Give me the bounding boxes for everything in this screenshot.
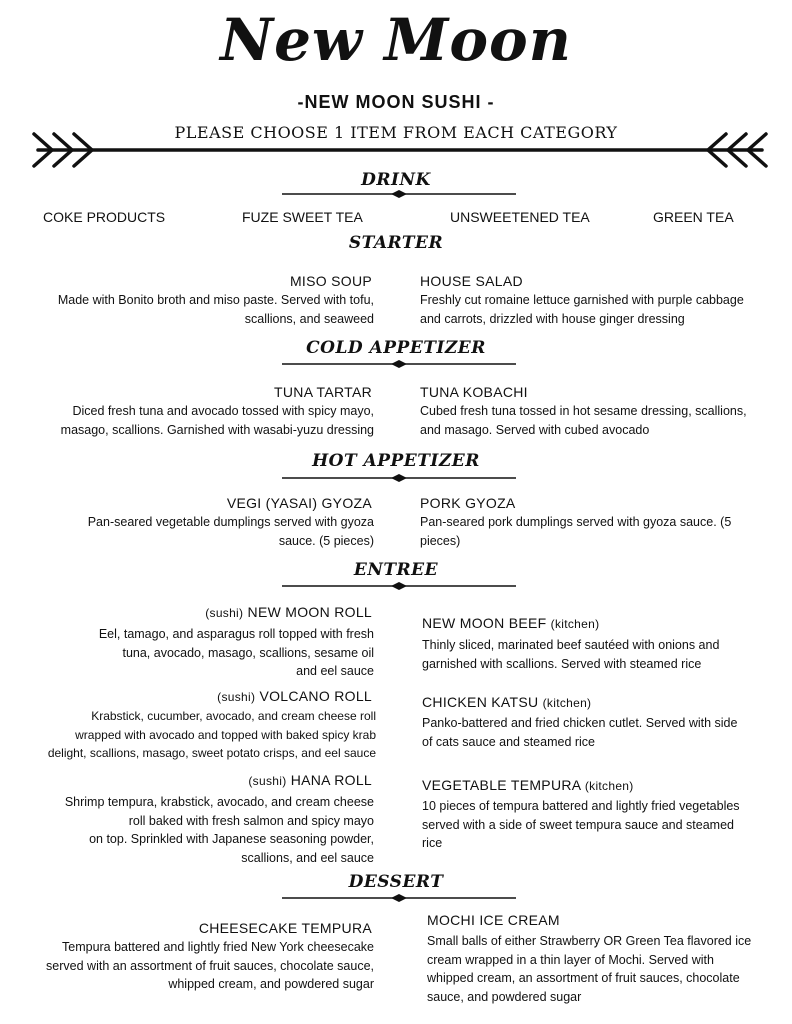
item-description: Eel, tamago, and asparagus roll topped with fresh tuna, avocado, masago, scallions, sesame oil and eel sauce [98,627,374,679]
section-divider [282,894,516,902]
item-name: VEGETABLE TEMPURA (kitchen) [422,777,634,793]
category-entree: ENTREE [353,560,439,580]
drink-item: FUZE SWEET TEA [242,209,363,225]
item-name: MISO SOUP [289,273,372,289]
item-name: (sushi) VOLCANO ROLL [217,688,372,704]
drink-item: COKE PRODUCTS [43,209,166,225]
item-name: HOUSE SALAD [420,273,523,289]
item-description: Freshly cut romaine lettuce garnished with purple cabbage and carrots, drizzled with house ginger dressing [420,293,744,326]
category-dessert: DESSERT [348,872,444,892]
section-divider [282,474,516,482]
item-name: TUNA KOBACHI [420,384,528,400]
item-description: Krabstick, cucumber, avocado, and cream cheese roll wrapped with avocado and topped with baked spicy krab delight, scallions, masago, sweet potato crisps, and eel sauce [47,709,376,761]
item-name: TUNA TARTAR [274,384,372,400]
item-name: CHEESECAKE TEMPURA [198,920,372,936]
section-divider [282,582,516,590]
item-description: Shrimp tempura, krabstick, avocado, and cream cheese roll baked with fresh salmon and spicy mayo on top. Sprinkled with Japanese seasoning powder, scallions, and eel sauce [64,795,374,865]
item-description: Made with Bonito broth and miso paste. Served with tofu, scallions, and seaweed [57,293,374,326]
item-name: MOCHI ICE CREAM [427,912,560,928]
item-description: Pan-seared vegetable dumplings served with gyoza sauce. (5 pieces) [87,515,374,548]
item-name: (sushi) NEW MOON ROLL [205,604,372,620]
section-divider [282,360,516,368]
item-name: NEW MOON BEEF (kitchen) [422,615,600,631]
instruction-text: PLEASE CHOOSE 1 ITEM FROM EACH CATEGORY [174,123,618,142]
item-description: 10 pieces of tempura battered and lightly fried vegetables served with a side of sweet tempura sauce and steamed rice [422,799,740,851]
drink-item: UNSWEETENED TEA [450,209,590,225]
item-name: PORK GYOZA [420,495,516,511]
section-divider [282,190,516,198]
item-description: Panko-battered and fried chicken cutlet. Served with side of cats sauce and steamed rice [422,716,738,749]
category-starter: STARTER [348,233,444,253]
item-name: CHICKEN KATSU (kitchen) [422,694,592,710]
category-drink: DRINK [361,170,431,190]
item-description: Cubed fresh tuna tossed in hot sesame dressing, scallions, and masago. Served with cubed avocado [420,404,747,437]
item-description: Diced fresh tuna and avocado tossed with spicy mayo, masago, scallions. Garnished with wasabi-yuzu dressing [60,404,374,437]
logo-wordmark: New Moon [220,6,572,74]
item-name: (sushi) HANA ROLL [248,772,372,788]
item-description: Thinly sliced, marinated beef sautéed with onions and garnished with scallions. Served with steamed rice [422,638,720,671]
restaurant-subtitle: -NEW MOON SUSHI - [297,92,495,112]
drink-item: GREEN TEA [653,209,734,225]
item-description: Pan-seared pork dumplings served with gyoza sauce. (5 pieces) [420,515,732,548]
item-description: Tempura battered and lightly fried New York cheesecake served with an assortment of fruit sauces, chocolate sauce, whipped cream, and powdered sugar [46,940,374,992]
item-description: Small balls of either Strawberry OR Green Tea flavored ice cream wrapped in a thin layer of Mochi. Served with whipped cream, an assortment of fruit sauces, chocolate sauce, and powdered sugar [427,934,752,1004]
item-name: VEGI (YASAI) GYOZA [226,495,372,511]
category-hot-appetizer: HOT APPETIZER [312,451,480,471]
category-cold-appetizer: COLD APPETIZER [306,338,486,358]
